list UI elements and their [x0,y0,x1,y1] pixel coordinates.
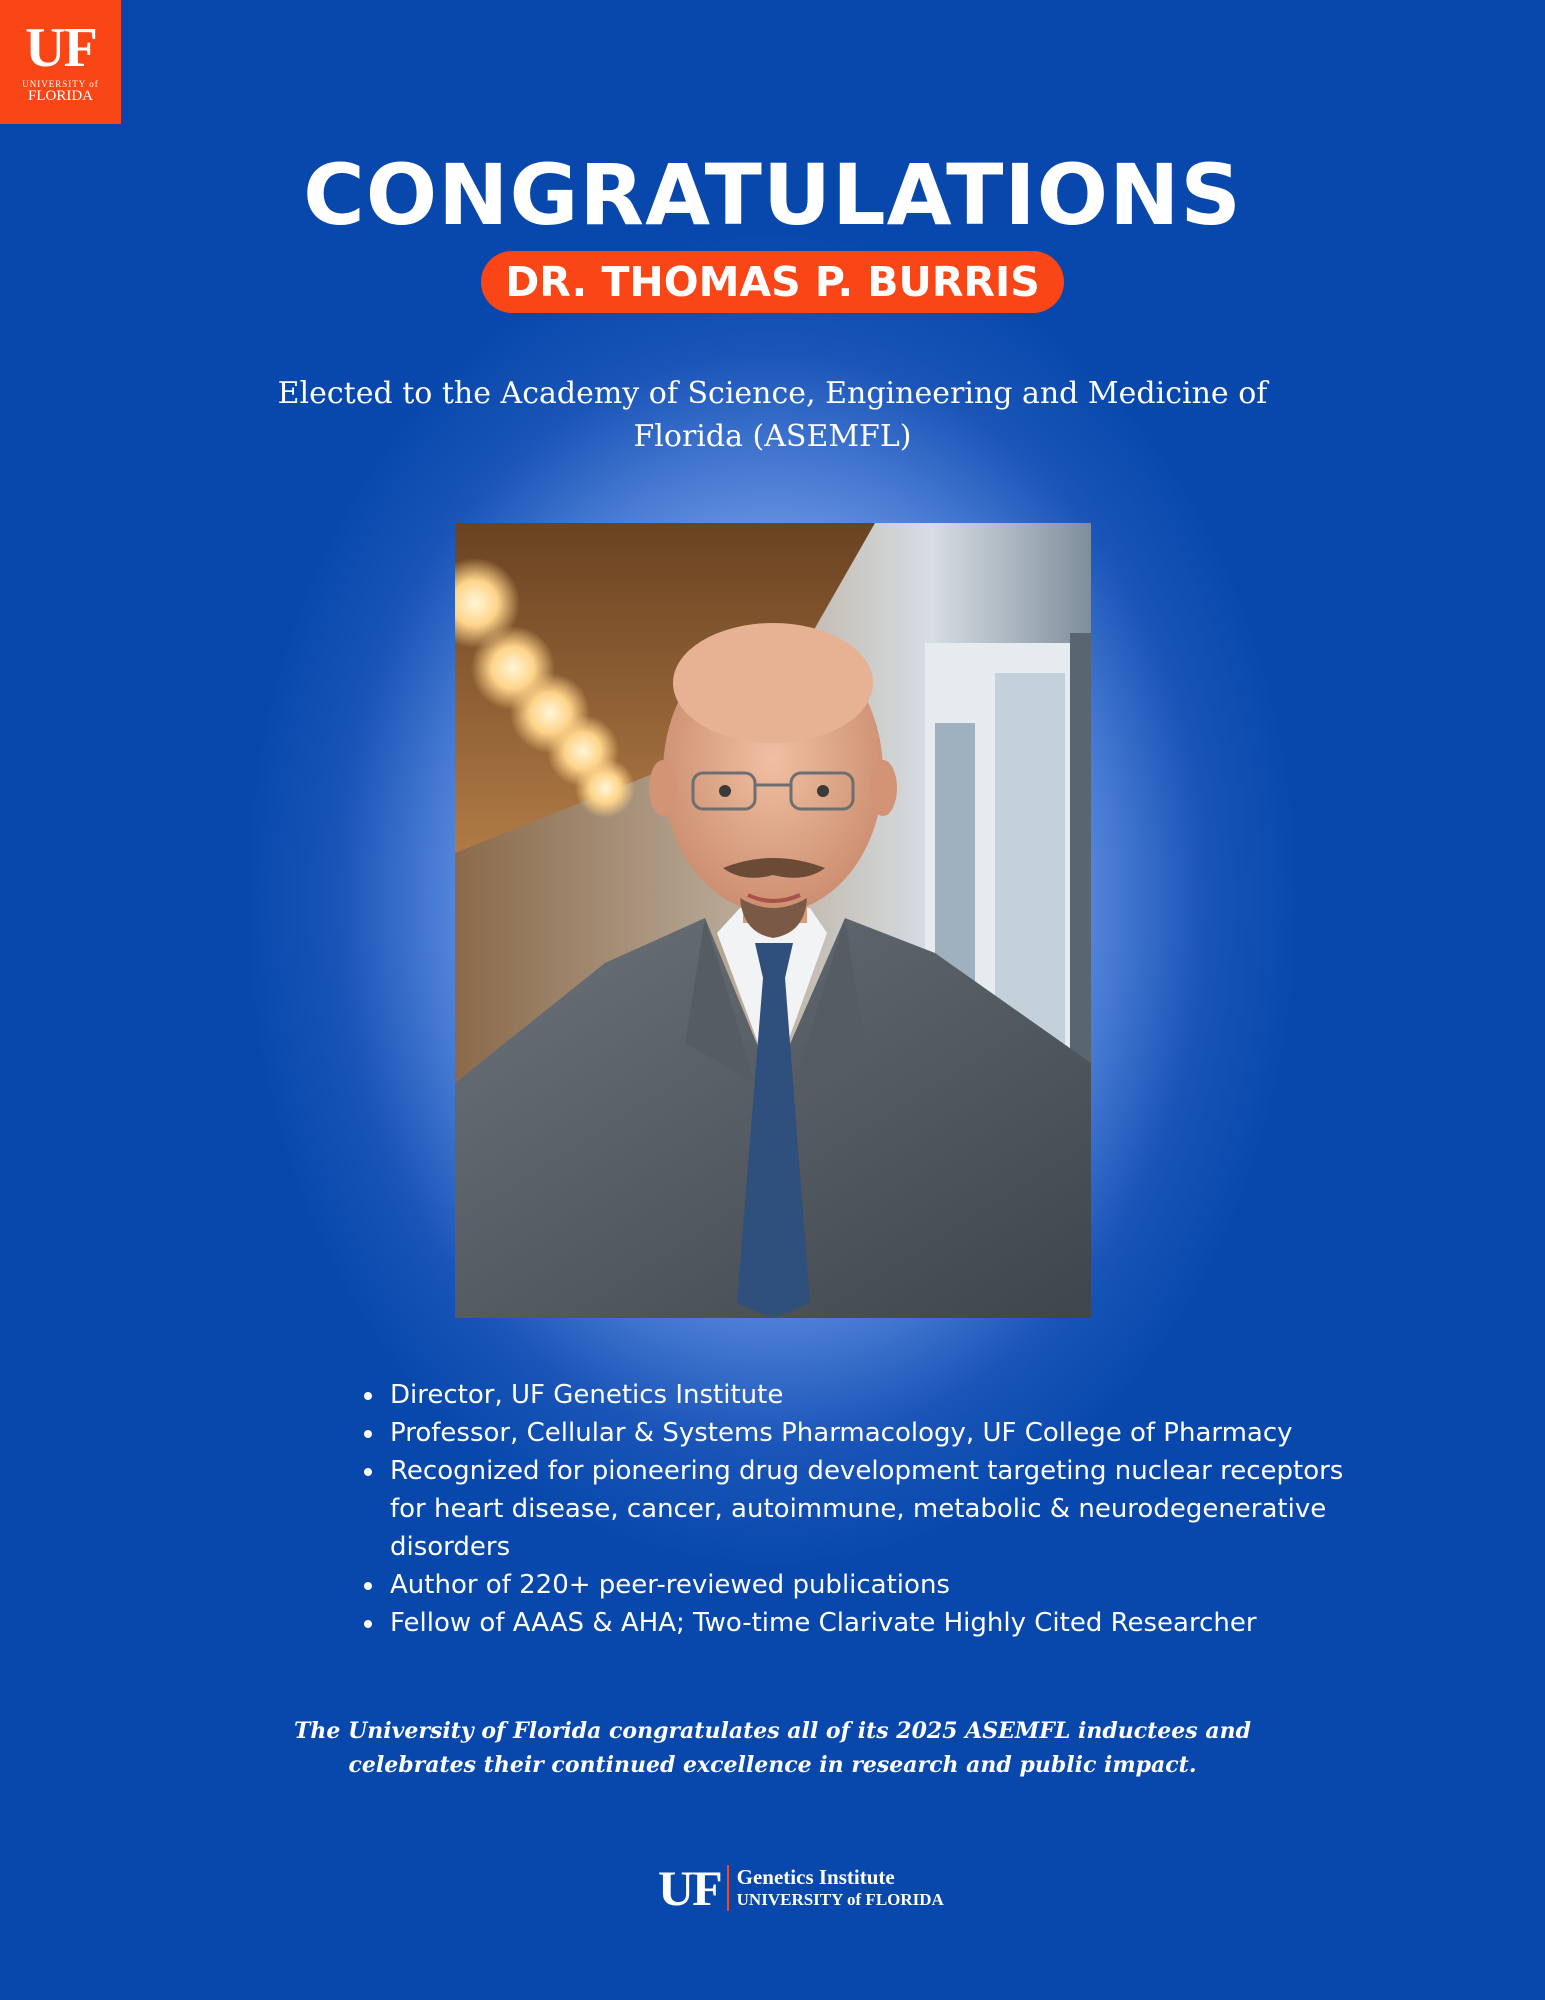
portrait-illustration [455,523,1091,1318]
footer-divider [727,1865,729,1911]
highlights-list [346,1376,1346,1642]
closing-statement: The University of Florida congratulates all of its 2025 ASEMFL inductees and celebrates their continued excellence in research and public impact. [294,1718,1251,1778]
genetics-institute-logo [658,1862,944,1914]
uf-logo-mark: UF [25,17,96,79]
highlight-item: • Author of 220+ peer-reviewed publications [386,1566,1346,1604]
uf-logo-line1: UNIVERSITY of [22,79,99,89]
highlight-item: • Professor, Cellular & Systems Pharmacology, UF College of Pharmacy [386,1414,1346,1452]
highlight-item: • Recognized for pioneering drug development targeting nuclear receptors for heart disease, cancer, autoimmune, metabolic & neurodegenerative disorders [386,1452,1346,1566]
uf-logo-line2: FLORIDA [27,88,93,104]
portrait-photo [455,523,1091,1318]
headline: CONGRATULATIONS [303,146,1242,244]
footer-unit-name: Genetics Institute [736,1865,895,1889]
election-statement: Elected to the Academy of Science, Engineering and Medicine of Florida (ASEMFL) [277,376,1268,454]
footer-university-name: UNIVERSITY of FLORIDA [736,1890,944,1909]
uf-logo [0,0,121,124]
footer-uf-mark: UF [658,1860,721,1916]
highlight-item: • Fellow of AAAS & AHA; Two-time Clarivate Highly Cited Researcher [386,1604,1346,1642]
highlight-item: • Director, UF Genetics Institute [386,1376,1346,1414]
honoree-name-badge: DR. THOMAS P. BURRIS [481,251,1064,313]
